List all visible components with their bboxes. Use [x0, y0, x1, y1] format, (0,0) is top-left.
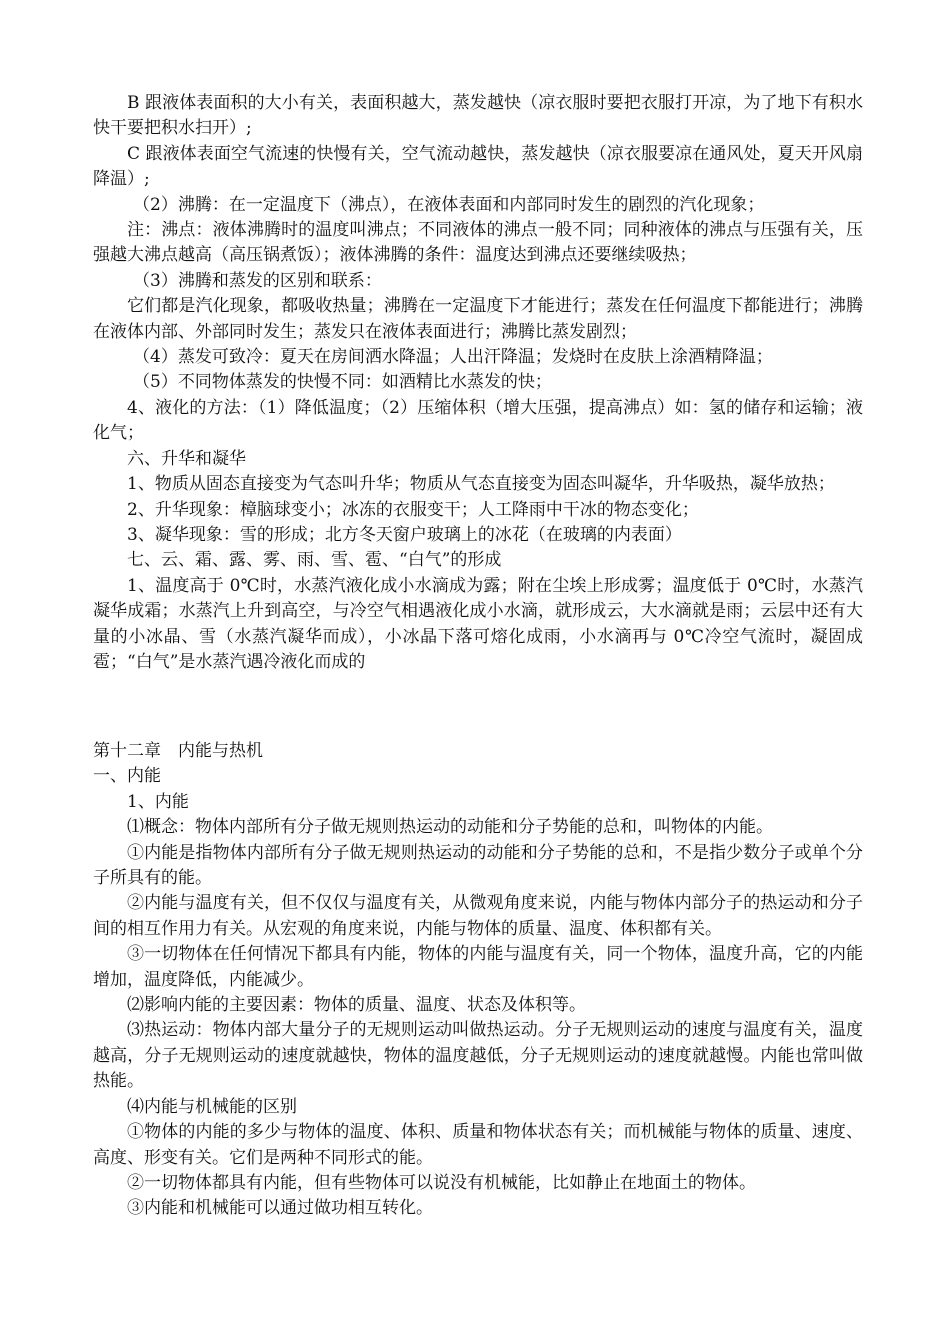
paragraph: 注：沸点：液体沸腾时的温度叫沸点；不同液体的沸点一般不同；同种液体的沸点与压强有关，压强越大沸点越高（高压锅煮饭）；液体沸腾的条件：温度达到沸点还要继续吸热；	[93, 220, 863, 266]
paragraph: （5）不同物体蒸发的快慢不同：如酒精比水蒸发的快；	[133, 372, 552, 393]
paragraph: ⑵影响内能的主要因素：物体的质量、温度、状态及体积等。	[127, 995, 586, 1016]
paragraph: 它们都是汽化现象，都吸收热量；沸腾在一定温度下才能进行；蒸发在任何温度下都能进行；沸腾在液体内部、外部同时发生；蒸发只在液体表面进行；沸腾比蒸发剧烈；	[93, 296, 863, 342]
section-chapter-12	[93, 739, 863, 1222]
paragraph: ⑶热运动：物体内部大量分子的无规则运动叫做热运动。分子无规则运动的速度与温度有关，温度越高，分子无规则运动的速度就越快，物体的温度越低，分子无规则运动的速度就越慢。内能也常叫做热能。	[93, 1020, 863, 1092]
paragraph: 1、温度高于 0℃时，水蒸汽液化成小水滴成为露；附在尘埃上形成雾；温度低于 0℃时，水蒸汽凝华成霜；水蒸汽上升到高空，与冷空气相遇液化成小水滴，就形成云，大水滴就是雨；云层中还有大量的小冰晶、雪（水蒸汽凝华而成），小冰晶下落可熔化成雨，小水滴再与 0℃冷空气流时，凝固成雹；“白气”是水蒸汽遇冷液化而成的	[93, 575, 863, 672]
paragraph: ①内能是指物体内部所有分子做无规则热运动的动能和分子势能的总和，不是指少数分子或单个分子所具有的能。	[93, 842, 863, 889]
paragraph: ⑴概念：物体内部所有分子做无规则热运动的动能和分子势能的总和，叫物体的内能。	[127, 817, 773, 838]
paragraph: 七、云、霜、露、雾、雨、雪、雹、“白气”的形成	[127, 550, 502, 571]
paragraph: ⑷内能与机械能的区别	[127, 1096, 297, 1117]
paragraph: ①物体的内能的多少与物体的温度、体积、质量和物体状态有关；而机械能与物体的质量、速度、高度、形变有关。它们是两种不同形式的能。	[93, 1122, 863, 1168]
section-heading: 一、内能	[93, 766, 161, 787]
paragraph: 1、物质从固态直接变为气态叫升华；物质从气态直接变为固态叫凝华，升华吸热，凝华放热；	[127, 474, 835, 495]
paragraph: 4、液化的方法：（1）降低温度；（2）压缩体积（增大压强，提高沸点）如：氢的储存和运输；液化气；	[93, 397, 863, 444]
paragraph: 1、内能	[127, 791, 189, 812]
paragraph: （4）蒸发可致冷：夏天在房间洒水降温；人出汗降温；发烧时在皮肤上涂酒精降温；	[133, 347, 773, 368]
paragraph: （2）沸腾：在一定温度下（沸点），在液体表面和内部同时发生的剧烈的汽化现象；	[133, 194, 765, 215]
paragraph: ③一切物体在任何情况下都具有内能，物体的内能与温度有关，同一个物体，温度升高，它的内能增加，温度降低，内能减少。	[93, 944, 863, 990]
chapter-title: 第十二章 内能与热机	[93, 741, 263, 761]
paragraph: 六、升华和凝华	[127, 448, 246, 469]
paragraph: ②一切物体都具有内能，但有些物体可以说没有机械能，比如静止在地面土的物体。	[127, 1172, 756, 1193]
paragraph: 3、凝华现象：雪的形成；北方冬天窗户玻璃上的冰花（在玻璃的内表面）	[127, 524, 682, 545]
paragraph: ②内能与温度有关，但不仅仅与温度有关，从微观角度来说，内能与物体内部分子的热运动和分子间的相互作用力有关。从宏观的角度来说，内能与物体的质量、温度、体积都有关。	[93, 893, 863, 939]
paragraph: ③内能和机械能可以通过做功相互转化。	[127, 1198, 433, 1219]
paragraph: B 跟液体表面积的大小有关，表面积越大，蒸发越快（凉衣服时要把衣服打开凉，为了地下有积水快干要把积水扫开）;	[93, 93, 863, 139]
paragraph: （3）沸腾和蒸发的区别和联系：	[133, 270, 382, 291]
paragraph: 2、升华现象：樟脑球变小；冰冻的衣服变干；人工降雨中干冰的物态变化；	[127, 499, 699, 520]
paragraph: C 跟液体表面空气流速的快慢有关，空气流动越快，蒸发越快（凉衣服要凉在通风处，夏天开风扇降温）;	[93, 143, 863, 190]
section-evaporation-text	[93, 91, 863, 675]
